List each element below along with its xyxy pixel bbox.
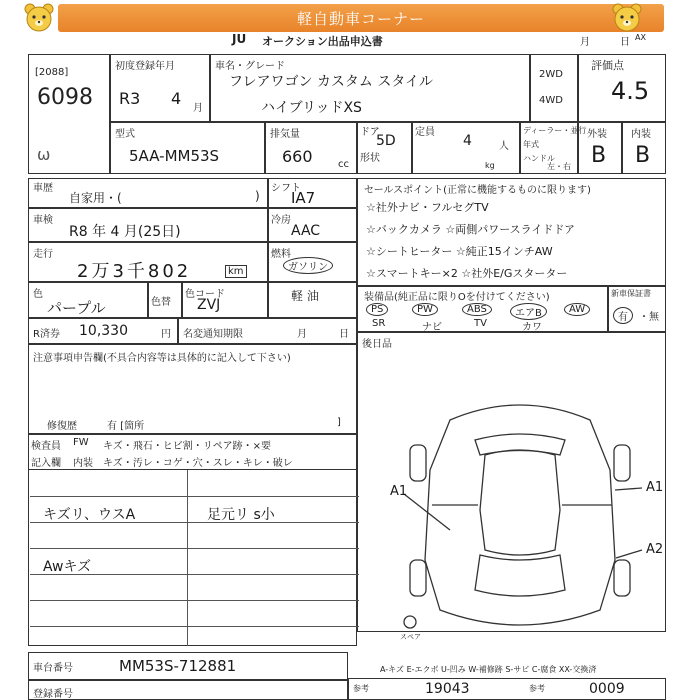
color-code-label: 色コード xyxy=(185,289,225,300)
color-label: 色 xyxy=(33,289,43,300)
ac-cell xyxy=(268,208,357,242)
chassis-cell xyxy=(28,652,348,680)
interior-value: B xyxy=(635,143,651,168)
expiry-cell xyxy=(28,208,268,242)
warranty-cell xyxy=(608,286,666,332)
score-value: 4.5 xyxy=(611,77,650,105)
rule-line xyxy=(30,600,359,601)
header-day: 日 xyxy=(620,37,630,48)
recycle-value: 10,330 xyxy=(79,323,128,339)
vehicle-grade: ハイブリッドXS xyxy=(261,100,362,116)
reg-cell xyxy=(28,680,348,700)
cc-unit: cc xyxy=(338,159,349,170)
rule-line xyxy=(30,496,359,497)
sales-point-line: ☆スマートキー×2 ☆社外E/Gスターター xyxy=(366,267,568,280)
name-change-day: 日 xyxy=(339,329,349,340)
repair-label: 修復歴 xyxy=(47,421,77,432)
recycle-label: R済券 xyxy=(33,329,60,340)
name-change-label: 名変通知期限 xyxy=(183,329,243,340)
fw-items: キズ・飛石・ヒビ割・リペア跡・×要 xyxy=(103,441,271,452)
shift-value: IA7 xyxy=(291,189,316,207)
shape-label: 形状 xyxy=(360,153,380,164)
score-cell xyxy=(578,54,666,122)
equipment-tv: TV xyxy=(474,318,487,329)
lot-cell xyxy=(28,54,110,174)
damage-a2: A2 xyxy=(646,542,664,557)
first-reg-label: 初度登録年月 xyxy=(115,61,175,72)
inspector-label-2: 記入欄 xyxy=(31,458,61,469)
equipment-cell xyxy=(357,286,608,332)
capacity-unit: 人 xyxy=(499,141,509,152)
wheel-rear-right xyxy=(614,560,630,596)
doors-cell xyxy=(357,122,412,174)
equipment-aw: AW xyxy=(564,303,590,316)
exterior-value: B xyxy=(591,143,607,168)
reference-cell xyxy=(348,678,666,700)
fuel-cell xyxy=(268,242,357,282)
chassis-label: 車台番号 xyxy=(33,663,73,674)
vehicle-name-cell xyxy=(210,54,530,122)
name-change-month: 月 xyxy=(297,329,307,340)
pointer-a2 xyxy=(616,550,642,558)
repair-value: 有 [箇所 xyxy=(107,421,145,432)
color-code-cell xyxy=(182,282,268,318)
displacement-cell xyxy=(265,122,357,174)
equipment-leather: カワ xyxy=(522,322,542,333)
drive-4wd: 4WD xyxy=(539,95,563,106)
bear-mascot-icon xyxy=(22,2,56,36)
car-windshield xyxy=(475,434,565,455)
drive-2wd: 2WD xyxy=(539,69,563,80)
ac-label: 冷房 xyxy=(271,215,291,226)
interior-label: 内装 xyxy=(631,129,651,140)
tone-label: 色替 xyxy=(151,297,171,308)
fw-label: FW xyxy=(73,437,89,448)
warranty-yes: 有 xyxy=(613,307,633,324)
handwritten-right: 足元リ s小 xyxy=(207,507,275,523)
diesel-cell xyxy=(268,282,357,318)
fuel-label: 燃料 xyxy=(271,249,291,260)
warranty-no: ・無 xyxy=(639,312,659,323)
model-label: 型式 xyxy=(115,129,135,140)
first-reg-month: 4 xyxy=(171,89,182,108)
repair-close: ] xyxy=(337,417,341,428)
shift-cell xyxy=(268,178,357,208)
mileage-label: 走行 xyxy=(33,249,53,260)
expiry-label: 車検 xyxy=(33,215,53,226)
tone-cell xyxy=(148,282,182,318)
car-damage-diagram xyxy=(380,390,660,640)
equipment-pw: PW xyxy=(412,303,438,316)
banner-title: 軽自動車コーナー xyxy=(296,10,425,28)
equipment-label: 装備品(純正品に限りOを付けてください) xyxy=(364,292,550,303)
equipment-airbag: エアB xyxy=(510,303,547,320)
header-month: 月 xyxy=(580,37,590,48)
doors-value: 5D xyxy=(376,133,396,149)
lot-scribble: ω xyxy=(37,145,51,164)
reference-number: 19043 xyxy=(425,681,470,697)
sales-point-line: ☆バックカメラ ☆両側パワースライドドア xyxy=(366,223,576,236)
dealer-label: ディーラー・並行 xyxy=(523,126,587,135)
kg-unit: kg xyxy=(485,161,495,170)
reference-label-1: 参考 xyxy=(353,684,369,693)
exterior-label: 外装 xyxy=(587,129,607,140)
damage-a1-right: A1 xyxy=(646,480,664,495)
km-unit: km xyxy=(225,265,247,278)
mileage-value: 2万3千802 xyxy=(77,261,192,282)
car-roof xyxy=(480,450,560,555)
displacement-label: 排気量 xyxy=(270,129,300,140)
pointer-a1-right xyxy=(615,488,642,490)
interior-insp-items: キズ・汚レ・コゲ・穴・スレ・キレ・破レ xyxy=(103,458,293,469)
handle-label: ハンドル xyxy=(523,154,555,163)
rule-line xyxy=(30,522,359,523)
wheel-front-left xyxy=(410,445,426,481)
color-value: パープル xyxy=(47,299,106,317)
rule-line xyxy=(30,626,359,627)
month-unit: 月 xyxy=(193,103,203,114)
expiry-value: R8 年 4 月(25日) xyxy=(69,224,181,240)
drive-cell xyxy=(530,54,578,122)
equipment-navi: ナビ xyxy=(422,322,442,333)
inspector-cell xyxy=(28,434,357,470)
after-label: 後日品 xyxy=(362,339,392,350)
use-cell xyxy=(28,178,268,208)
sales-point-line: ☆社外ナビ・フルセグTV xyxy=(366,201,489,214)
model-cell xyxy=(110,122,265,174)
lot-code: [2088] xyxy=(35,67,69,78)
handle-value: 左・右 xyxy=(547,162,571,171)
capacity-cell xyxy=(412,122,520,174)
equipment-abs: ABS xyxy=(462,303,492,316)
fuel-diesel: 軽 油 xyxy=(291,289,319,303)
color-cell xyxy=(28,282,148,318)
chassis-value: MM53S-712881 xyxy=(119,657,237,675)
rule-line xyxy=(30,548,359,549)
score-label: 評価点 xyxy=(591,59,624,72)
first-reg-cell xyxy=(110,54,210,122)
vehicle-name: フレアワゴン カスタム スタイル xyxy=(229,74,434,90)
notes-cell xyxy=(28,344,357,434)
handwritten-line-1: キズリ、ウスA xyxy=(43,507,136,523)
model-value: 5AA-MM53S xyxy=(129,147,220,165)
sales-points-cell xyxy=(357,178,666,286)
reg-label: 登録番号 xyxy=(33,689,73,700)
spare-tire xyxy=(404,616,416,628)
shift-label: シフト xyxy=(271,183,301,194)
warranty-label: 新車保証書 xyxy=(611,289,651,298)
wheel-front-right xyxy=(614,445,630,481)
lot-number: 6098 xyxy=(37,85,93,110)
spare-label: スペア xyxy=(400,633,421,641)
bear-mascot-icon xyxy=(610,2,644,36)
header-logo: JU xyxy=(232,32,247,46)
recycle-unit: 円 xyxy=(161,329,171,340)
sales-point-line: ☆シートヒーター ☆純正15インチAW xyxy=(366,245,553,258)
recycle-cell xyxy=(28,318,178,344)
displacement-value: 660 xyxy=(282,147,313,166)
mileage-cell xyxy=(28,242,268,282)
fuel-gasoline: ガソリン xyxy=(283,257,333,274)
model-year-label: 年式 xyxy=(523,140,539,149)
color-code-value: ZVJ xyxy=(197,297,221,313)
equipment-ps: PS xyxy=(366,303,388,316)
capacity-value: 4 xyxy=(463,133,472,149)
rule-line xyxy=(30,574,359,575)
car-rear-window xyxy=(475,555,565,596)
use-value: 自家用・( xyxy=(69,191,122,205)
inspector-label-1: 検査員 xyxy=(31,441,61,452)
reference-label-2: 参考 xyxy=(529,684,545,693)
handwritten-line-2: Awキズ xyxy=(43,559,92,575)
vehicle-name-label: 車名・グレード xyxy=(215,61,285,72)
header-title: オークション出品申込書 xyxy=(262,35,383,48)
damage-legend: A-キズ E-エクボ U-凹み W-補修跡 S-サビ C-腐食 XX-交換済 xyxy=(380,665,597,674)
doors-label: ドア xyxy=(360,127,380,138)
use-label: 車歴 xyxy=(33,183,53,194)
equipment-sr: SR xyxy=(372,318,386,329)
dealer-cell xyxy=(520,122,587,174)
ac-value: AAC xyxy=(291,223,321,239)
notes-label: 注意事項申告欄(不具合内容等は具体的に記入して下さい) xyxy=(33,353,291,364)
use-close: ) xyxy=(255,189,260,203)
interior-insp-label: 内装 xyxy=(73,458,93,469)
car-body-outline xyxy=(425,405,615,625)
header-ax: AX xyxy=(635,33,646,42)
first-reg-year: R3 xyxy=(119,89,141,108)
reference-number-2: 0009 xyxy=(589,681,625,697)
exterior-cell xyxy=(578,122,622,174)
sales-points-label: セールスポイント(正常に機能するものに限ります) xyxy=(364,185,591,196)
wheel-rear-left xyxy=(410,560,426,596)
interior-cell xyxy=(622,122,666,174)
name-change-cell xyxy=(178,318,357,344)
damage-a1-left: A1 xyxy=(390,484,408,499)
capacity-label: 定員 xyxy=(415,127,435,138)
